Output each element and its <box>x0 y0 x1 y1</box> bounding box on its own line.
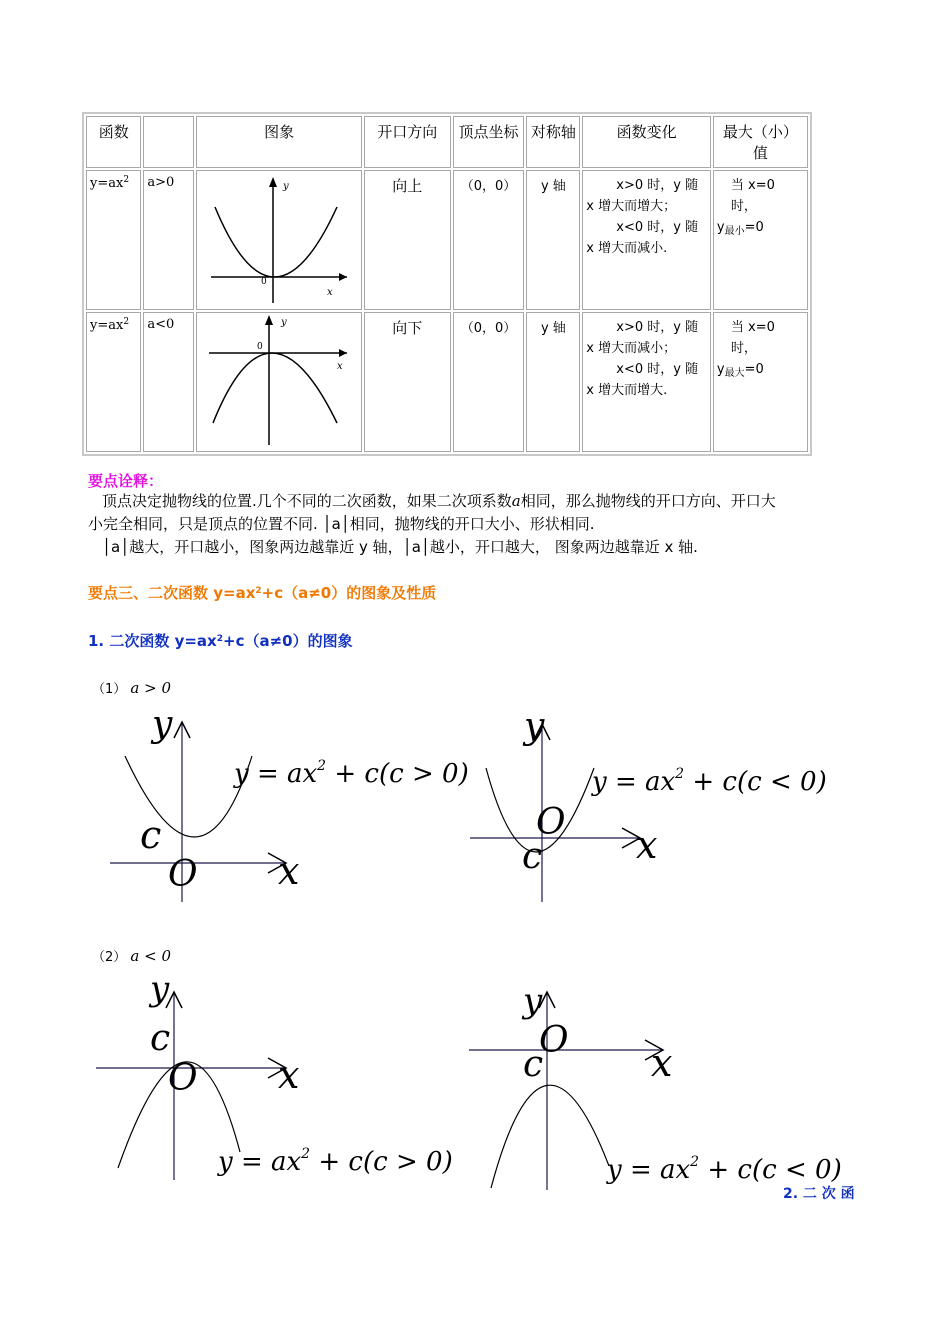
o-label: O <box>168 1058 198 1099</box>
header-cell: 函数变化 <box>582 116 711 168</box>
x-label: x <box>278 849 300 893</box>
change-line: x<0 时，y 随 <box>616 220 699 235</box>
plot-a-neg-c-pos <box>90 968 453 1190</box>
x-axis-label: x <box>337 361 343 372</box>
func-cell: $y=ax^2$ <box>86 170 141 310</box>
change-line: x 增大而减小. <box>586 241 668 256</box>
x-label: x <box>636 823 658 867</box>
change-line: x 增大而增大. <box>586 383 668 398</box>
y-label: y <box>150 969 170 1009</box>
extreme-line: 当 x=0 时， <box>730 178 775 214</box>
plot-a-pos-c-pos <box>100 700 469 910</box>
change-cell <box>582 170 711 310</box>
func-cell: $y=ax^2$ <box>86 312 141 452</box>
note-line: 顶点决定抛物线的位置.几个不同的二次函数，如果二次项系数a相同，那么抛物线的开口方向、开口大 <box>102 492 776 510</box>
equation-label: $y = ax^2 + c(c < 0)$ <box>592 766 827 797</box>
extreme-cell <box>713 312 808 452</box>
vertex-cell: （0，0） <box>453 170 525 310</box>
extreme-cell <box>713 170 808 310</box>
footer-heading: 2. 二 次 函 <box>783 1186 855 1202</box>
parabola-down-graph <box>197 313 355 447</box>
x-axis-label: x <box>327 287 333 298</box>
header-cell: 图象 <box>196 116 362 168</box>
graph-cell <box>196 312 362 452</box>
header-cell: 对称轴 <box>526 116 580 168</box>
case-label: （2） a < 0 <box>92 947 172 965</box>
y-label: y <box>152 704 173 745</box>
axis-cell: y 轴 <box>526 170 580 310</box>
y-axis-label: y <box>283 181 289 192</box>
cond-cell: a>0 <box>143 170 194 310</box>
note-body <box>88 490 878 559</box>
y-label: y <box>523 981 543 1021</box>
x-label: x <box>278 1053 300 1097</box>
properties-table <box>82 112 812 456</box>
parabola-up-graph <box>197 171 355 305</box>
o-label: O <box>168 854 198 895</box>
x-label: x <box>651 1041 673 1085</box>
subsection-heading: 1. 二次函数 $y=ax^2+c(a\ne 0)$的图象 <box>88 632 353 650</box>
axis-cell: y 轴 <box>526 312 580 452</box>
o-label: O <box>536 802 566 843</box>
c-label: c <box>523 1044 544 1085</box>
extreme-line: 当 x=0 时， <box>730 320 775 356</box>
direction-cell: 向下 <box>364 312 451 452</box>
header-cell: 函数 <box>86 116 141 168</box>
direction-cell: 向上 <box>364 170 451 310</box>
equation-label: $y = ax^2 + c(c < 0)$ <box>607 1154 842 1185</box>
cond-cell: a<0 <box>143 312 194 452</box>
o-label: O <box>539 1020 569 1061</box>
header-cell: 开口方向 <box>364 116 451 168</box>
origin-label: 0 <box>257 342 264 352</box>
section-heading: 要点三、二次函数 $y=ax^2+c(a\ne 0)$的图象及性质 <box>88 584 437 602</box>
c-label: c <box>150 1018 171 1059</box>
table-row <box>86 312 808 452</box>
extreme-value: $y_{最小}=0$ <box>716 220 764 237</box>
note-title: 要点诠释： <box>88 472 164 490</box>
change-line: x>0 时，y 随 <box>616 178 699 193</box>
table-row <box>86 170 808 310</box>
change-line: x<0 时，y 随 <box>616 362 699 377</box>
vertex-cell: （0，0） <box>453 312 525 452</box>
header-cell <box>143 116 194 168</box>
change-line: x 增大而减小； <box>586 341 677 356</box>
note-line: 小完全相同，只是顶点的位置不同. │a│相同，抛物线的开口大小、形状相同. <box>88 515 595 533</box>
change-line: x 增大而增大； <box>586 199 677 214</box>
header-cell: 最大（小）值 <box>713 116 808 168</box>
change-line: x>0 时，y 随 <box>616 320 699 335</box>
plot-a-pos-c-neg <box>460 700 827 910</box>
y-label: y <box>524 706 545 747</box>
c-label: c <box>140 813 162 857</box>
y-axis-label: y <box>281 317 287 328</box>
note-line: │a│越大，开口越小，图象两边越靠近 y 轴，│a│越小，开口越大， 图象两边越靠近 x 轴. <box>102 538 698 556</box>
extreme-value: $y_{最大}=0$ <box>716 362 764 379</box>
table-header-row <box>86 116 808 168</box>
header-cell: 顶点坐标 <box>453 116 525 168</box>
equation-label: $y = ax^2 + c(c > 0)$ <box>218 1146 453 1177</box>
graph-cell <box>196 170 362 310</box>
origin-label: 0 <box>261 277 268 287</box>
c-label: c <box>522 836 543 877</box>
case-label: （1） a > 0 <box>92 679 172 697</box>
equation-label: $y = ax^2 + c(c > 0)$ <box>234 758 469 789</box>
change-cell <box>582 312 711 452</box>
